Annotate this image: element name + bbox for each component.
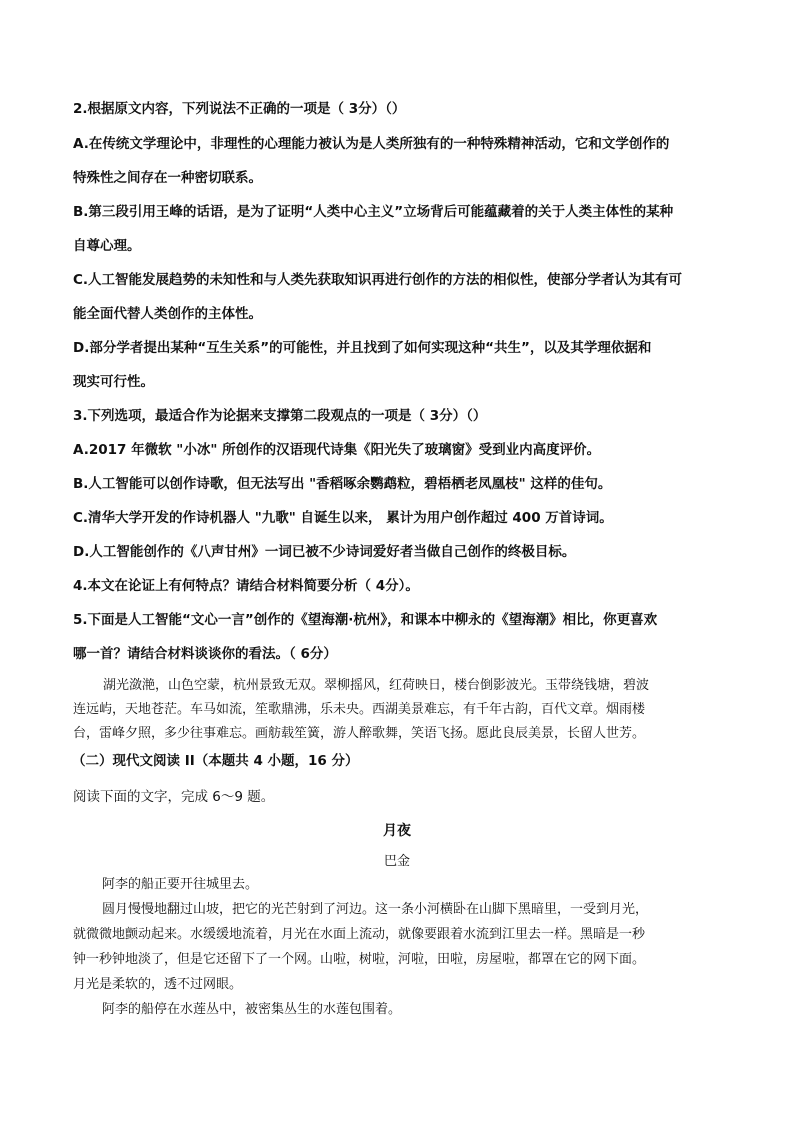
q2-option-b-line1: B.第三段引用王峰的话语，是为了证明“人类中心主义”立场背后可能蕴藏着的关于人类主体性的某种 <box>73 204 674 220</box>
q3-option-a: A.2017 年微软 "小冰" 所创作的汉语现代诗集《阳光失了玻璃窗》受到业内高度评价。 <box>73 442 601 458</box>
article-paragraph-2-line1: 圆月慢慢地翻过山坡，把它的光芒射到了河边。这一条小河横卧在山脚下黑暗里，一受到月光， <box>102 902 649 917</box>
q2-option-c-line2: 能全面代替人类创作的主体性。 <box>73 306 262 322</box>
section2-intro: 阅读下面的文字，完成 6～9 题。 <box>73 789 275 805</box>
q2-option-c-line1: C.人工智能发展趋势的未知性和与人类先获取知识再进行创作的方法的相似性，使部分学者认为其有可 <box>73 272 683 288</box>
article-paragraph-3: 阿李的船停在水莲丛中，被密集丛生的水莲包围着。 <box>102 1002 402 1017</box>
q2-stem: 2.根据原文内容，下列说法不正确的一项是（ 3分）（） <box>73 101 406 117</box>
article-paragraph-2-line2: 就微微地颤动起来。水缓缓地流着，月光在水面上流动，就像要跟着水流到江里去一样。黑暗是一秒 <box>73 927 646 942</box>
poem-line3: 台，雷峰夕照，多少往事难忘。画舫载笙簧，游人醉歌舞，笑语飞扬。愿此良辰美景，长留人世芳。 <box>73 726 646 741</box>
article-paragraph-2-line3: 钟一秒钟地淡了，但是它还留下了一个网。山啦，树啦，河啦，田啦，房屋啦，都罩在它的网下面。 <box>73 952 646 967</box>
q3-option-d: D.人工智能创作的《八声甘州》一词已被不少诗词爱好者当做自己创作的终极目标。 <box>73 544 576 560</box>
q3-option-b: B.人工智能可以创作诗歌，但无法写出 "香稻啄余鹦鹉粒，碧梧栖老凤凰枝" 这样的佳句。 <box>73 476 612 492</box>
q2-option-a-line2: 特殊性之间存在一种密切联系。 <box>73 170 262 186</box>
q5-stem-line1: 5.下面是人工智能“文心一言”创作的《望海潮·杭州》，和课本中柳永的《望海潮》相比，你更喜欢 <box>73 612 658 628</box>
article-paragraph-1: 阿李的船正要开往城里去。 <box>102 877 259 892</box>
poem-line2: 连远屿，天地苍茫。车马如流，笙歌鼎沸，乐未央。西湖美景难忘，有千年古韵，百代文章。烟雨楼 <box>73 702 646 717</box>
q5-stem-line2: 哪一首？请结合材料谈谈你的看法。（ 6分） <box>73 646 337 662</box>
article-title: 月夜 <box>383 823 411 839</box>
q3-stem: 3.下列选项，最适合作为论据来支撑第二段观点的一项是（ 3分）（） <box>73 408 487 424</box>
article-paragraph-2-line4: 月光是柔软的，透不过网眼。 <box>73 977 243 992</box>
q2-option-a-line1: A.在传统文学理论中，非理性的心理能力被认为是人类所独有的一种特殊精神活动，它和文学创作的 <box>73 136 670 152</box>
section2-heading: （二）现代文阅读 II（本题共 4 小题，16 分） <box>72 753 359 769</box>
article-author: 巴金 <box>383 854 410 869</box>
q2-option-b-line2: 自尊心理。 <box>73 238 141 254</box>
q3-option-c: C.清华大学开发的作诗机器人 "九歌" 自诞生以来， 累计为用户创作超过 400 万首诗词。 <box>73 510 613 526</box>
q2-option-d-line2: 现实可行性。 <box>73 374 154 390</box>
q4-stem: 4.本文在论证上有何特点？请结合材料简要分析（ 4分）。 <box>73 578 419 594</box>
q2-option-d-line1: D.部分学者提出某种“互生关系”的可能性，并且找到了如何实现这种“共生”，以及其学理依据和 <box>73 340 652 356</box>
poem-line1: 湖光潋滟，山色空蒙，杭州景致无双。翠柳摇风，红荷映日，楼台倒影波光。玉带绕钱塘，碧波 <box>103 678 650 693</box>
